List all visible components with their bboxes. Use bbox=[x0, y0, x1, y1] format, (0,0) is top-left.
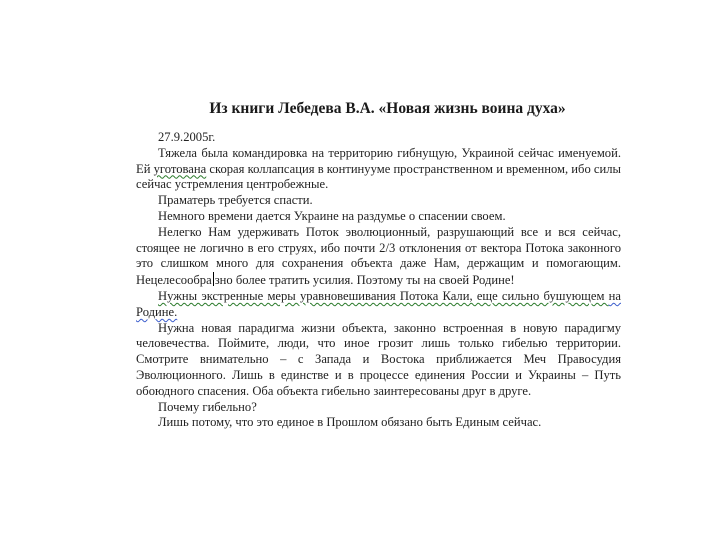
paragraph-3: Немного времени дается Украине на раздумье о спасении своем. bbox=[158, 208, 506, 223]
paragraph-1-part-c: скорая коллапсация в континууме пространственном и временном, ибо силы сейчас устремления центробежные. bbox=[136, 161, 621, 192]
entry-date: 27.9.2005г. bbox=[158, 130, 216, 144]
document-body bbox=[136, 130, 621, 431]
paragraph-1-spellcheck-word: уготована bbox=[153, 161, 207, 176]
paragraph-4-part-a: Нелегко Нам удерживать Поток эволюционный, разрушающий все и вся сейчас, стоящее не логично в его струях, ибо почти 2/3 отклонения от вектора Потока законного это слишком много для сохранения объекта даже Нам, держащим и помогающим. Нецелесообра bbox=[136, 224, 621, 288]
paragraph-2: Праматерь требуется спасти. bbox=[158, 193, 313, 208]
paragraph-5 bbox=[136, 289, 621, 321]
paragraph-4 bbox=[136, 225, 621, 289]
paragraph-4-part-b: зно более тратить усилия. Поэтому ты на своей Родине! bbox=[214, 273, 515, 288]
paragraph-6: Нужна новая парадигма жизни объекта, законно встроенная в новую парадигму человечества. Поймите, люди, что иное грозит лишь только гибелью территории. Смотрите внимательно – с Запада и Востока приближается Меч Правосудия Эволюционного. Лишь в единстве и в процессе единения России и Украины – Путь обоюдного спасения. Оба объекта гибельно заинтересованы друг в друге. bbox=[136, 320, 621, 398]
paragraph-1 bbox=[136, 146, 621, 193]
paragraph-5-part-a: Нужны экстренные меры уравновешивания Потока Кали, еще сильно бушующем bbox=[158, 288, 609, 303]
paragraph-1-part-a: Тяжела была командировка на территорию гибнущую, Украиной сейчас именуемой. Ей bbox=[136, 145, 621, 176]
paragraph-8: Лишь потому, что это единое в Прошлом обязано быть Единым сейчас. bbox=[158, 415, 542, 430]
text-cursor bbox=[213, 272, 214, 286]
paragraph-7: Почему гибельно? bbox=[158, 399, 257, 414]
document-title: Из книги Лебедева В.А. «Новая жизнь воина духа» bbox=[209, 100, 566, 117]
paragraph-5-part-b: на Родине. bbox=[136, 288, 621, 319]
